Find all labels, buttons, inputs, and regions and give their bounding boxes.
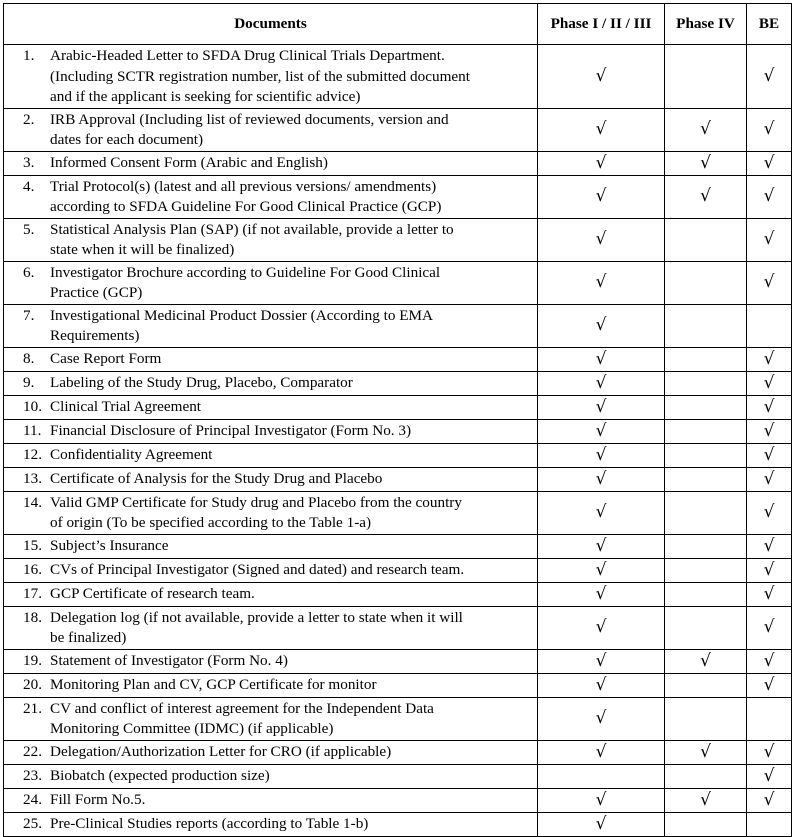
document-line: Monitoring Plan and CV, GCP Certificate for monitor xyxy=(50,675,377,693)
be-check: √ xyxy=(747,347,792,371)
phase-4-check: √ xyxy=(665,788,747,812)
phase-4-check xyxy=(665,582,747,606)
row-number: 4. xyxy=(23,177,35,195)
be-check xyxy=(747,697,792,740)
be-check: √ xyxy=(747,108,792,151)
phase-4-check xyxy=(665,673,747,697)
row-number: 11. xyxy=(23,421,42,439)
document-line: Informed Consent Form (Arabic and English) xyxy=(50,153,328,171)
be-check: √ xyxy=(747,534,792,558)
phase-1-2-3-check: √ xyxy=(538,534,665,558)
table-row xyxy=(4,606,792,649)
document-line: Monitoring Committee (IDMC) (if applicable) xyxy=(50,720,334,737)
document-text xyxy=(50,153,537,174)
document-text xyxy=(50,263,537,304)
document-line: GCP Certificate of research team. xyxy=(50,584,255,602)
phase-4-check: √ xyxy=(665,740,747,764)
document-text xyxy=(50,814,537,835)
document-line: state when it will be finalized) xyxy=(50,241,235,258)
documents-table xyxy=(3,3,792,837)
be-check: √ xyxy=(747,218,792,261)
phase-1-2-3-check: √ xyxy=(538,673,665,697)
document-line: be finalized) xyxy=(50,629,127,646)
document-text xyxy=(50,742,537,763)
document-text xyxy=(50,46,537,108)
row-number: 21. xyxy=(23,699,42,717)
document-text xyxy=(50,608,537,649)
table-row xyxy=(4,175,792,218)
document-cell xyxy=(4,151,538,175)
phase-1-2-3-check: √ xyxy=(538,788,665,812)
phase-4-check xyxy=(665,261,747,304)
document-cell xyxy=(4,740,538,764)
document-cell xyxy=(4,108,538,151)
be-check: √ xyxy=(747,419,792,443)
document-line: Pre-Clinical Studies reports (according to Table 1-b) xyxy=(50,814,369,832)
phase-4-check xyxy=(665,697,747,740)
phase-4-check xyxy=(665,467,747,491)
document-text xyxy=(50,445,537,466)
phase-4-check xyxy=(665,534,747,558)
phase-4-check xyxy=(665,558,747,582)
table-row xyxy=(4,443,792,467)
be-check: √ xyxy=(747,764,792,788)
table-row xyxy=(4,261,792,304)
phase-1-2-3-check: √ xyxy=(538,218,665,261)
row-number: 24. xyxy=(23,790,42,808)
document-text xyxy=(50,177,537,218)
be-check: √ xyxy=(747,606,792,649)
document-cell xyxy=(4,419,538,443)
document-cell xyxy=(4,558,538,582)
document-cell xyxy=(4,534,538,558)
phase-4-check xyxy=(665,218,747,261)
document-line: Financial Disclosure of Principal Investigator (Form No. 3) xyxy=(50,421,412,439)
document-line: CV and conflict of interest agreement for the Independent Data xyxy=(50,699,434,717)
document-cell xyxy=(4,347,538,371)
row-number: 13. xyxy=(23,469,42,487)
document-cell xyxy=(4,673,538,697)
be-check xyxy=(747,304,792,347)
document-cell xyxy=(4,45,538,109)
table-row xyxy=(4,582,792,606)
document-text xyxy=(50,397,537,418)
be-check: √ xyxy=(747,151,792,175)
document-cell xyxy=(4,304,538,347)
document-text xyxy=(50,349,537,370)
document-line: Delegation/Authorization Letter for CRO (if applicable) xyxy=(50,742,392,760)
phase-1-2-3-check: √ xyxy=(538,740,665,764)
document-cell xyxy=(4,467,538,491)
phase-1-2-3-check: √ xyxy=(538,491,665,534)
table-row xyxy=(4,467,792,491)
document-line: according to SFDA Guideline For Good Clinical Practice (GCP) xyxy=(50,198,442,215)
row-number: 19. xyxy=(23,651,42,669)
document-line: Arabic-Headed Letter to SFDA Drug Clinical Trials Department. xyxy=(50,47,445,64)
phase-4-check xyxy=(665,812,747,836)
row-number: 23. xyxy=(23,766,42,784)
row-number: 2. xyxy=(23,110,35,128)
document-text xyxy=(50,675,537,696)
document-line: Confidentiality Agreement xyxy=(50,445,213,463)
be-check: √ xyxy=(747,371,792,395)
be-check xyxy=(747,812,792,836)
document-text xyxy=(50,421,537,442)
be-check: √ xyxy=(747,467,792,491)
be-check: √ xyxy=(747,649,792,673)
table-row xyxy=(4,534,792,558)
document-cell xyxy=(4,371,538,395)
document-line: Subject’s Insurance xyxy=(50,536,169,554)
row-number: 22. xyxy=(23,742,42,760)
phase-4-check: √ xyxy=(665,175,747,218)
phase-4-check xyxy=(665,606,747,649)
phase-1-2-3-check: √ xyxy=(538,697,665,740)
be-check: √ xyxy=(747,261,792,304)
phase-4-check xyxy=(665,371,747,395)
phase-1-2-3-check: √ xyxy=(538,108,665,151)
header-row xyxy=(4,4,792,45)
phase-4-check xyxy=(665,304,747,347)
be-check: √ xyxy=(747,788,792,812)
document-line: Statement of Investigator (Form No. 4) xyxy=(50,651,288,669)
be-check: √ xyxy=(747,175,792,218)
phase-1-2-3-check: √ xyxy=(538,151,665,175)
row-number: 16. xyxy=(23,560,42,578)
phase-1-2-3-check: √ xyxy=(538,175,665,218)
phase-1-2-3-check: √ xyxy=(538,419,665,443)
document-cell xyxy=(4,175,538,218)
row-number: 5. xyxy=(23,220,35,238)
document-cell xyxy=(4,697,538,740)
document-line: Valid GMP Certificate for Study drug and Placebo from the country xyxy=(50,493,462,511)
phase-1-2-3-check: √ xyxy=(538,467,665,491)
be-check: √ xyxy=(747,491,792,534)
document-text xyxy=(50,220,537,261)
row-number: 7. xyxy=(23,306,35,324)
document-text xyxy=(50,536,537,557)
document-line: dates for each document) xyxy=(50,131,204,148)
phase-1-2-3-check: √ xyxy=(538,45,665,109)
row-number: 8. xyxy=(23,349,35,367)
table-row xyxy=(4,697,792,740)
document-line: Requirements) xyxy=(50,327,140,344)
document-line: Trial Protocol(s) (latest and all previous versions/ amendments) xyxy=(50,177,437,195)
table-row xyxy=(4,371,792,395)
document-cell xyxy=(4,606,538,649)
table-row xyxy=(4,740,792,764)
document-line: Certificate of Analysis for the Study Drug and Placebo xyxy=(50,469,383,487)
row-number: 14. xyxy=(23,493,42,511)
document-line: Clinical Trial Agreement xyxy=(50,397,202,415)
document-text xyxy=(50,699,537,740)
document-line: Delegation log (if not available, provide a letter to state when it will xyxy=(50,608,463,626)
row-number: 15. xyxy=(23,536,42,554)
table-row xyxy=(4,395,792,419)
be-check: √ xyxy=(747,673,792,697)
header-be: BE xyxy=(747,4,792,45)
table-row xyxy=(4,45,792,109)
document-cell xyxy=(4,395,538,419)
document-cell xyxy=(4,582,538,606)
row-number: 3. xyxy=(23,153,35,171)
phase-1-2-3-check xyxy=(538,764,665,788)
document-text xyxy=(50,469,537,490)
document-line: (Including SCTR registration number, list of the submitted document xyxy=(50,67,470,85)
document-text xyxy=(50,306,537,347)
phase-1-2-3-check: √ xyxy=(538,606,665,649)
document-line: Practice (GCP) xyxy=(50,284,143,301)
document-line: Investigator Brochure according to Guideline For Good Clinical xyxy=(50,263,441,281)
table-body xyxy=(4,45,792,837)
document-cell xyxy=(4,218,538,261)
document-cell xyxy=(4,443,538,467)
row-number: 10. xyxy=(23,397,42,415)
phase-4-check: √ xyxy=(665,108,747,151)
document-cell xyxy=(4,261,538,304)
phase-1-2-3-check: √ xyxy=(538,582,665,606)
document-text xyxy=(50,560,537,581)
phase-4-check xyxy=(665,45,747,109)
phase-1-2-3-check: √ xyxy=(538,371,665,395)
document-line: Statistical Analysis Plan (SAP) (if not available, provide a letter to xyxy=(50,220,454,238)
table-row xyxy=(4,649,792,673)
phase-1-2-3-check: √ xyxy=(538,304,665,347)
document-cell xyxy=(4,812,538,836)
document-line: of origin (To be specified according to the Table 1-a) xyxy=(50,514,372,531)
row-number: 18. xyxy=(23,608,42,626)
table-row xyxy=(4,673,792,697)
be-check: √ xyxy=(747,582,792,606)
table-row xyxy=(4,347,792,371)
phase-4-check: √ xyxy=(665,151,747,175)
phase-1-2-3-check: √ xyxy=(538,558,665,582)
document-text xyxy=(50,766,537,787)
document-line: Investigational Medicinal Product Dossier (According to EMA xyxy=(50,306,433,324)
row-number: 9. xyxy=(23,373,35,391)
row-number: 12. xyxy=(23,445,42,463)
be-check: √ xyxy=(747,558,792,582)
document-line: Biobatch (expected production size) xyxy=(50,766,270,784)
document-line: IRB Approval (Including list of reviewed documents, version and xyxy=(50,110,449,128)
document-line: Fill Form No.5. xyxy=(50,790,146,808)
phase-4-check xyxy=(665,491,747,534)
be-check: √ xyxy=(747,443,792,467)
header-phase-4: Phase IV xyxy=(665,4,747,45)
phase-1-2-3-check: √ xyxy=(538,812,665,836)
document-text xyxy=(50,110,537,151)
table-row xyxy=(4,151,792,175)
phase-1-2-3-check: √ xyxy=(538,261,665,304)
phase-4-check xyxy=(665,347,747,371)
phase-1-2-3-check: √ xyxy=(538,443,665,467)
row-number: 20. xyxy=(23,675,42,693)
table-row xyxy=(4,788,792,812)
table-row xyxy=(4,558,792,582)
be-check: √ xyxy=(747,740,792,764)
phase-4-check: √ xyxy=(665,649,747,673)
phase-4-check xyxy=(665,443,747,467)
document-cell xyxy=(4,649,538,673)
document-text xyxy=(50,373,537,394)
document-cell xyxy=(4,788,538,812)
table-row xyxy=(4,812,792,836)
be-check: √ xyxy=(747,395,792,419)
table-row xyxy=(4,419,792,443)
phase-4-check xyxy=(665,764,747,788)
phase-4-check xyxy=(665,395,747,419)
table-row xyxy=(4,764,792,788)
phase-1-2-3-check: √ xyxy=(538,649,665,673)
document-cell xyxy=(4,764,538,788)
document-line: CVs of Principal Investigator (Signed and dated) and research team. xyxy=(50,560,465,578)
document-text xyxy=(50,493,537,534)
table-row xyxy=(4,491,792,534)
document-text xyxy=(50,790,537,811)
row-number: 17. xyxy=(23,584,42,602)
document-text xyxy=(50,584,537,605)
document-line: Labeling of the Study Drug, Placebo, Comparator xyxy=(50,373,353,391)
phase-4-check xyxy=(665,419,747,443)
table-row xyxy=(4,304,792,347)
table-row xyxy=(4,108,792,151)
document-text xyxy=(50,651,537,672)
row-number: 1. xyxy=(23,47,35,64)
phase-1-2-3-check: √ xyxy=(538,347,665,371)
row-number: 25. xyxy=(23,814,42,832)
header-documents: Documents xyxy=(4,4,538,45)
row-number: 6. xyxy=(23,263,35,281)
table-row xyxy=(4,218,792,261)
document-cell xyxy=(4,491,538,534)
header-phase-1-2-3: Phase I / II / III xyxy=(538,4,665,45)
document-line: and if the applicant is seeking for scientific advice) xyxy=(50,88,361,105)
be-check: √ xyxy=(747,45,792,109)
phase-1-2-3-check: √ xyxy=(538,395,665,419)
document-line: Case Report Form xyxy=(50,349,162,367)
